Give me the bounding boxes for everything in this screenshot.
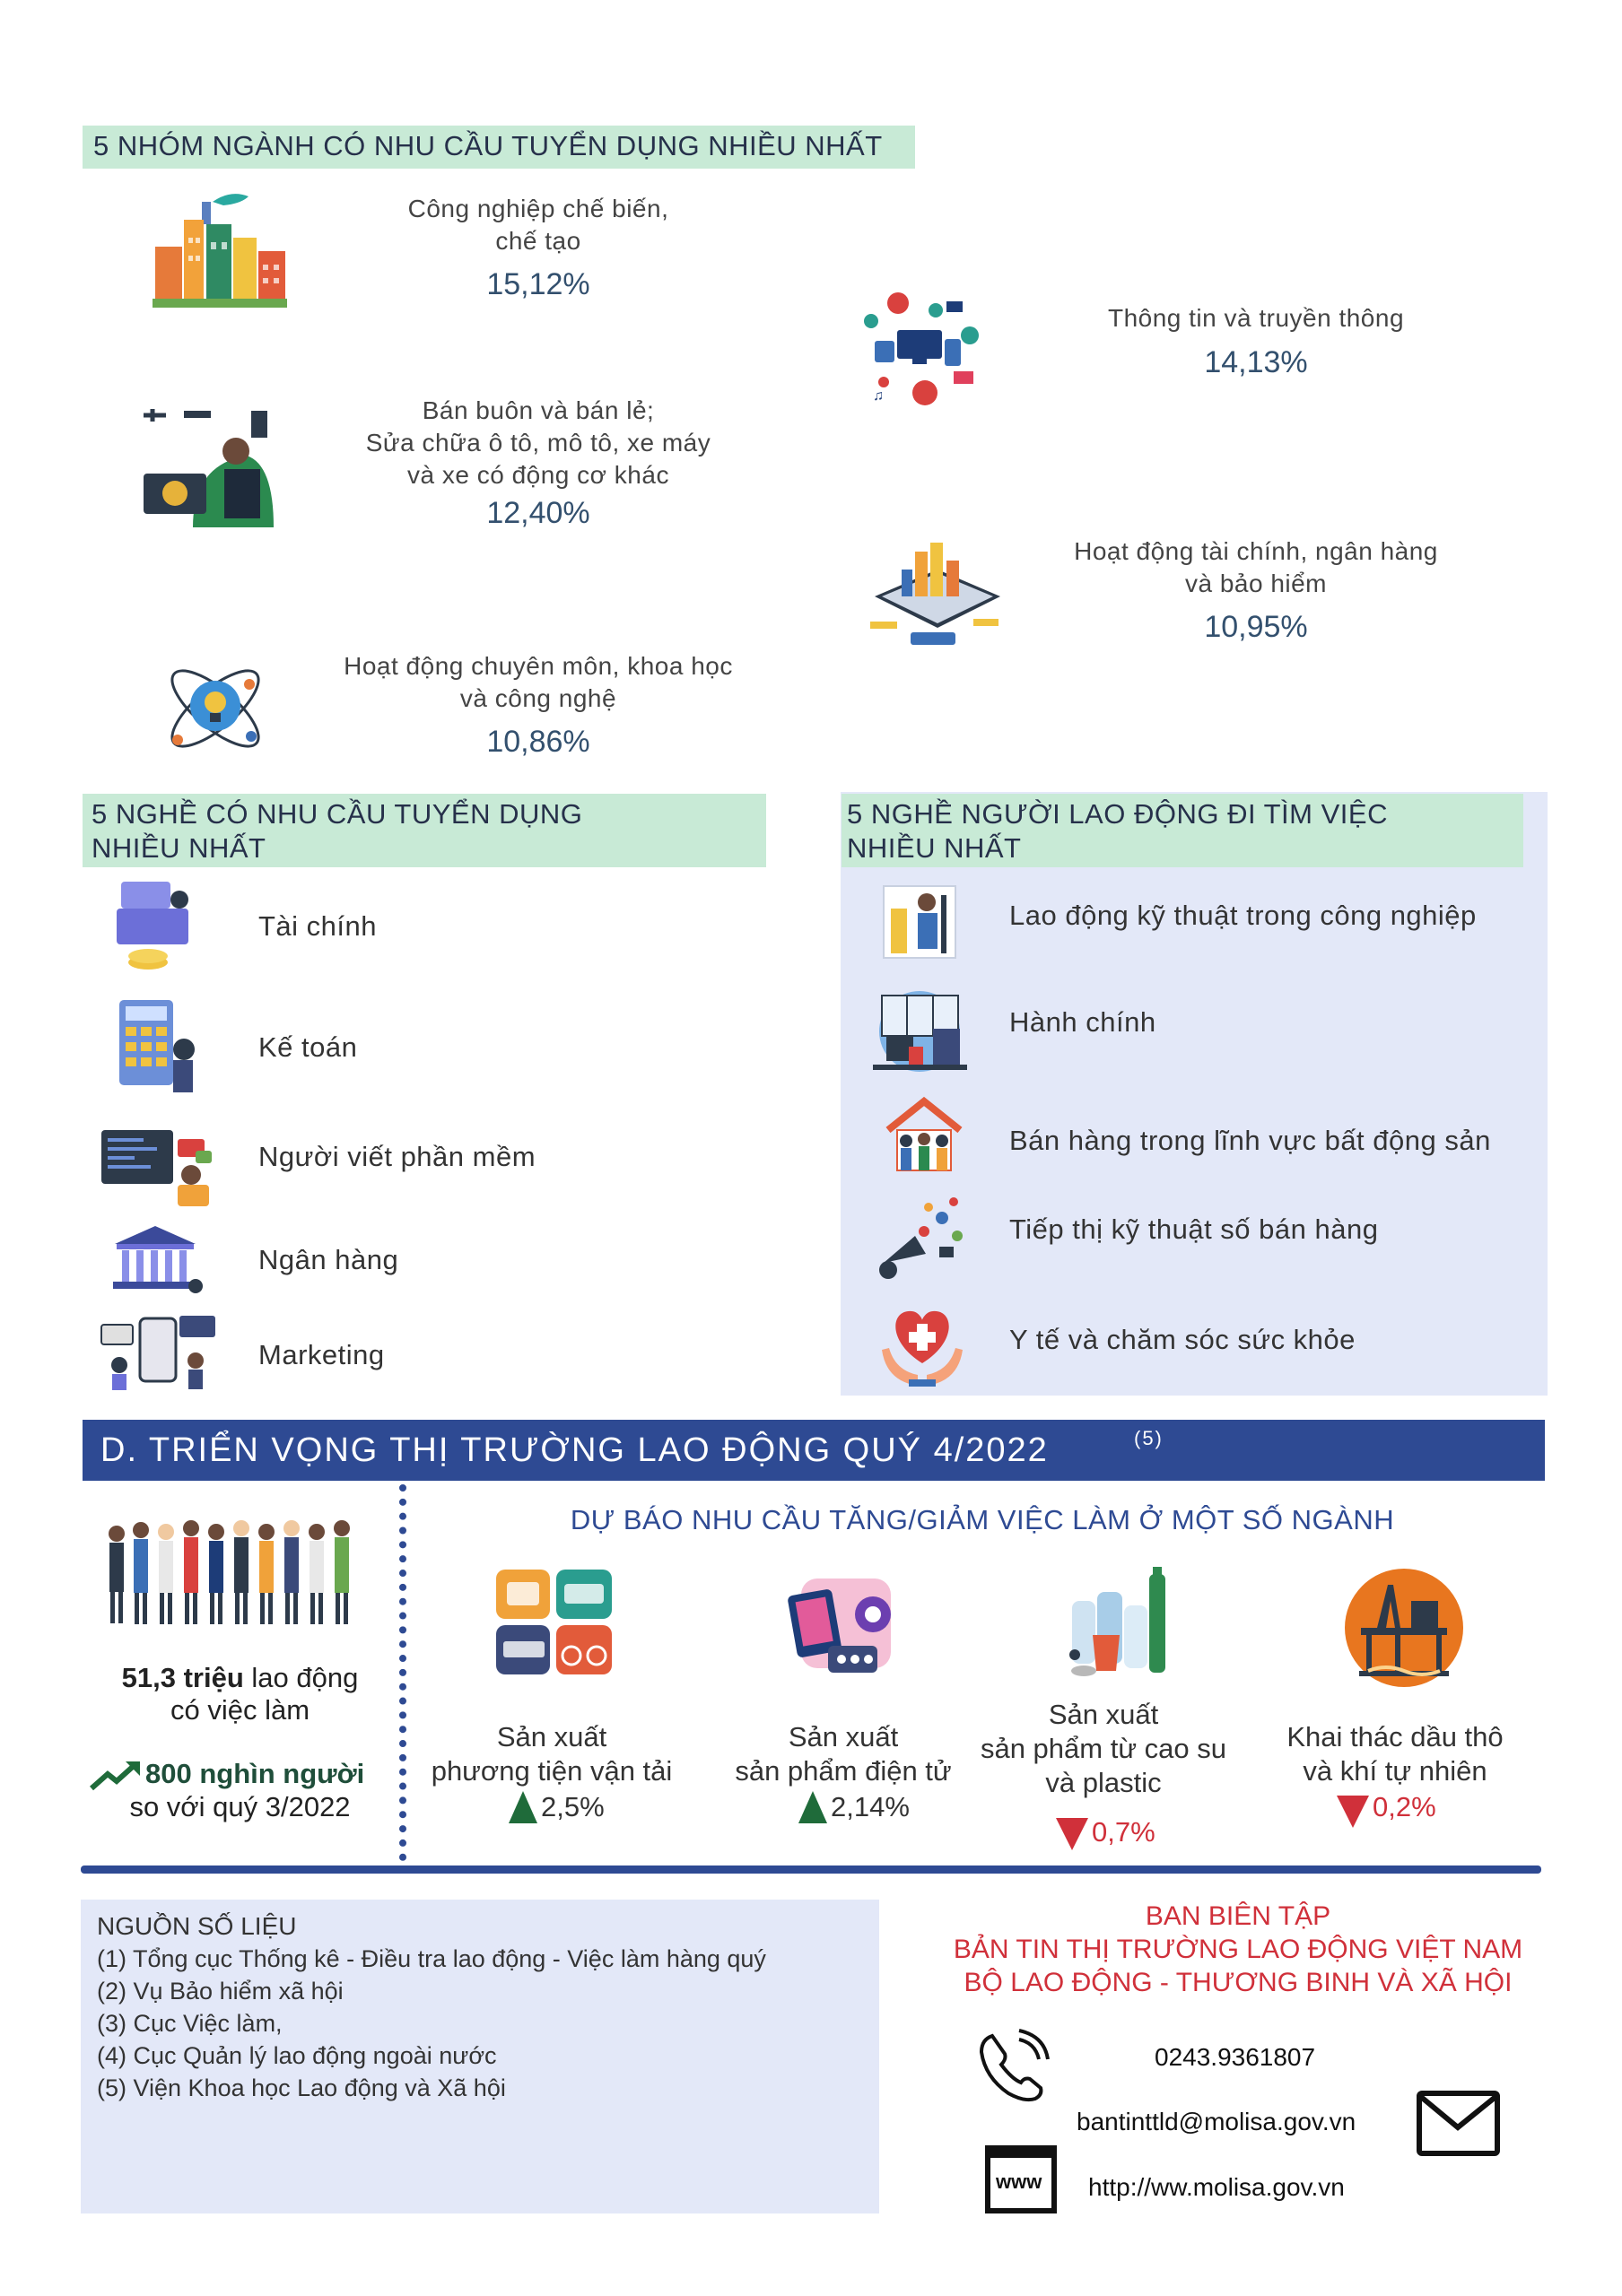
demand-job-label: Ngân hàng [258, 1244, 399, 1275]
demand-job-label: Người viết phần mềm [258, 1141, 536, 1172]
arrow-down-icon [1054, 1816, 1090, 1852]
forecast-label: Sản xuất phương tiện vận tải [431, 1721, 673, 1787]
industry-pct: 14,13% [1204, 345, 1308, 379]
seek-job-label: Bán hàng trong lĩnh vực bất động sản [1009, 1125, 1491, 1156]
arrow-down-icon [1335, 1794, 1371, 1830]
office-icon [868, 982, 972, 1072]
website-url[interactable]: http://ww.molisa.gov.vn [1088, 2173, 1345, 2201]
factory-icon [148, 184, 292, 309]
seek-jobs-title: 5 NGHỀ NGƯỜI LAO ĐỘNG ĐI TÌM VIỆC NHIỀU NHẤT [842, 794, 1523, 867]
industry-pct: 15,12% [486, 267, 590, 301]
industry-label: Công nghiệp chế biến, chế tạo [407, 195, 669, 255]
source-item: (1) Tổng cục Thống kê - Điều tra lao động - Việc làm hàng quý [97, 1945, 766, 1972]
healthcare-icon [877, 1300, 967, 1388]
forecast-label: Sản xuất sản phẩm điện tử [735, 1721, 952, 1787]
svg-text:♫: ♫ [873, 388, 884, 404]
seek-job-label: Hành chính [1009, 1006, 1156, 1038]
forecast-title: DỰ BÁO NHU CẦU TĂNG/GIẢM VIỆC LÀM Ở MỘT SỐ NGÀNH [570, 1504, 1395, 1535]
demand-jobs-title: 5 NGHỀ CÓ NHU CẦU TUYỂN DỤNG NHIỀU NHẤT [83, 794, 766, 867]
forecast-label: Khai thác dầu thô và khí tự nhiên [1286, 1721, 1504, 1787]
arrow-up-icon [507, 1789, 539, 1825]
industry-label: Hoạt động chuyên môn, khoa học và công nghệ [344, 652, 733, 712]
industry-pct: 12,40% [486, 496, 590, 530]
outlook-title: D. TRIỂN VỌNG THỊ TRƯỜNG LAO ĐỘNG QUÝ 4/2022 [100, 1431, 1049, 1469]
compare-text: so với quý 3/2022 [129, 1791, 351, 1822]
source-item: (2) Vụ Bảo hiểm xã hội [97, 1978, 344, 2005]
finance-job-icon [112, 877, 202, 976]
email-address[interactable]: bantinttld@molisa.gov.vn [1077, 2108, 1356, 2135]
editorial-heading: BAN BIÊN TẬP BẢN TIN THỊ TRƯỜNG LAO ĐỘNG VIỆT NAM BỘ LAO ĐỘNG - THƯƠNG BINH VÀ XÃ HỘI [953, 1901, 1523, 1997]
phone-icon [976, 2029, 1052, 2105]
industry-pct: 10,86% [486, 725, 590, 759]
mail-icon [1416, 2090, 1501, 2157]
forecast-value: 0,7% [1092, 1816, 1155, 1848]
sources-title: NGUỒN SỐ LIỆU [97, 1912, 297, 1940]
plastic-bottles-icon [1061, 1565, 1178, 1682]
industries-title: 5 NHÓM NGÀNH CÓ NHU CẦU TUYỂN DỤNG NHIỀU NHẤT [83, 126, 915, 169]
bank-icon [106, 1222, 205, 1298]
phone-number[interactable]: 0243.9361807 [1155, 2043, 1316, 2071]
vertical-dotted-divider [399, 1484, 406, 1861]
demand-job-label: Tài chính [258, 910, 378, 942]
section-divider [81, 1866, 1541, 1874]
mechanic-icon [139, 402, 274, 527]
technician-icon [875, 877, 964, 962]
sources-panel [81, 1900, 879, 2213]
increase-text: 800 nghìn người [145, 1758, 365, 1789]
industry-label: Thông tin và truyền thông [1107, 304, 1405, 332]
forecast-value: 2,14% [831, 1791, 910, 1822]
industry-label: Hoạt động tài chính, ngân hàng và bảo hiểm [1074, 537, 1438, 597]
accounting-icon [112, 996, 202, 1099]
transport-icon [489, 1562, 619, 1679]
trend-up-icon [88, 1758, 144, 1794]
demand-job-label: Kế toán [258, 1031, 358, 1063]
employed-text: 51,3 triệu lao động có việc làm [121, 1662, 359, 1726]
www-icon: www [985, 2145, 1057, 2213]
workers-group-icon [103, 1516, 368, 1632]
real-estate-icon [875, 1094, 973, 1175]
source-item: (5) Viện Khoa học Lao động và Xã hội [97, 2074, 506, 2101]
software-icon [97, 1126, 218, 1206]
electronics-icon [788, 1574, 904, 1680]
industry-label: Bán buôn và bán lẻ; Sửa chữa ô tô, mô tô, xe máy và xe có động cơ khác [365, 396, 711, 489]
outlook-title-bar [83, 1420, 1545, 1481]
forecast-label: Sản xuất sản phẩm từ cao su và plastic [980, 1699, 1227, 1798]
source-item: (4) Cục Quản lý lao động ngoài nước [97, 2042, 497, 2069]
outlook-title-sup: (5) [1134, 1427, 1164, 1449]
forecast-value: 0,2% [1373, 1791, 1436, 1822]
seek-job-label: Tiếp thị kỹ thuật số bán hàng [1009, 1213, 1379, 1245]
marketing-icon [97, 1311, 218, 1392]
forecast-value: 2,5% [541, 1791, 605, 1822]
seek-job-label: Y tế và chăm sóc sức khỏe [1009, 1324, 1356, 1355]
oil-rig-icon [1341, 1565, 1467, 1691]
digital-marketing-icon [875, 1191, 973, 1285]
seek-job-label: Lao động kỹ thuật trong công nghiệp [1009, 900, 1477, 931]
science-icon [153, 650, 278, 767]
demand-job-label: Marketing [258, 1339, 385, 1370]
industry-pct: 10,95% [1204, 610, 1308, 644]
finance-icon [866, 534, 1005, 655]
arrow-up-icon [797, 1789, 829, 1825]
communication-icon [857, 285, 991, 411]
source-item: (3) Cục Việc làm, [97, 2010, 283, 2037]
